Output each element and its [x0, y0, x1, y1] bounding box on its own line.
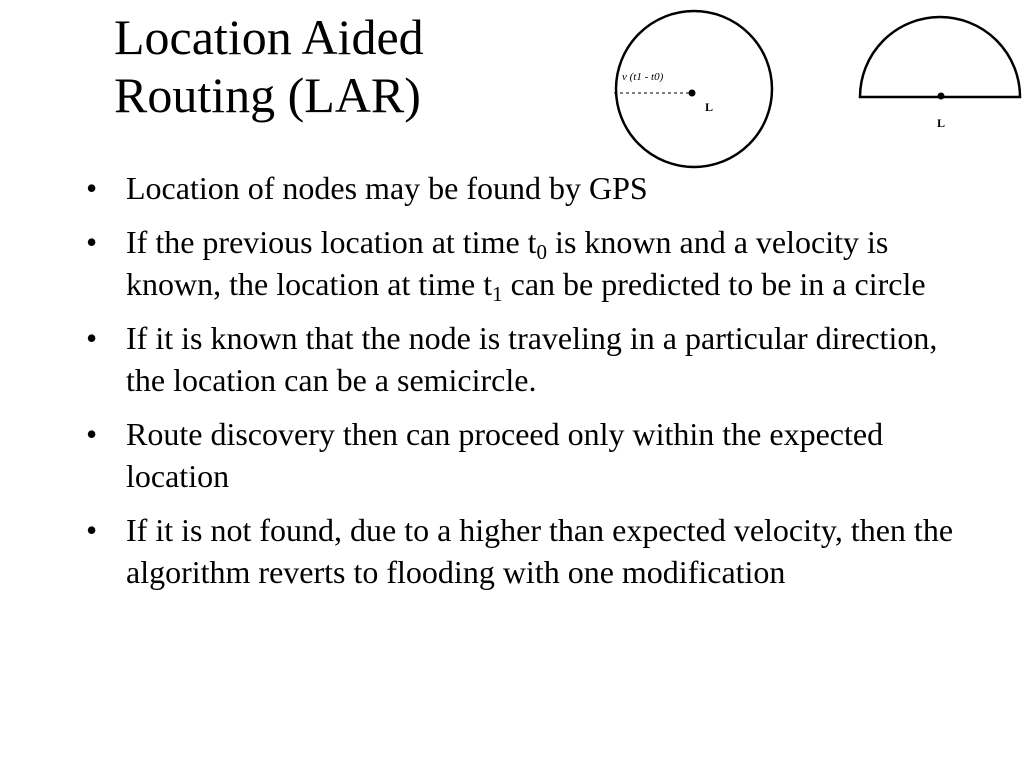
bullet-item	[86, 413, 966, 497]
bullet-marker: •	[86, 416, 98, 452]
subscript-1: 1	[492, 282, 503, 306]
title-line-1: Location Aided	[114, 9, 424, 65]
bullet-marker: •	[86, 320, 98, 356]
circle-diagram	[604, 0, 780, 176]
bullet-marker: •	[86, 512, 98, 548]
subscript-0: 0	[536, 240, 548, 264]
bullet-marker: •	[86, 170, 98, 206]
location-label: L	[937, 116, 946, 130]
bullet-list	[86, 167, 966, 605]
bullet-text: If it is not found, due to a higher than expected velocity, then the algorithm reverts to flooding with one modification	[126, 512, 954, 590]
bullet-item	[86, 221, 966, 305]
bullet-text: Route discovery then can proceed only within the expected location	[126, 416, 884, 494]
bullet-item	[86, 167, 966, 209]
bullet-marker: •	[86, 224, 98, 260]
title-line-2: Routing (LAR)	[114, 67, 421, 123]
location-point	[689, 90, 696, 97]
bullet-item	[86, 317, 966, 401]
location-label: L	[705, 100, 714, 114]
semicircle-diagram	[852, 0, 1024, 136]
bullet-text: If it is known that the node is traveling in a particular direction, the location can be a semicircle.	[126, 320, 938, 398]
location-point	[938, 93, 945, 100]
slide-title	[114, 8, 424, 124]
prediction-semicircle	[860, 17, 1020, 97]
bullet-text: If the previous location at time $t_0$ is known and a velocity is known, the location at time $t_1$ can be predicted to be in a circle	[126, 224, 926, 306]
radius-label: v (t1 - t0)	[622, 71, 664, 83]
prediction-circle	[616, 11, 772, 167]
bullet-item	[86, 509, 966, 593]
bullet-text: Location of nodes may be found by GPS	[126, 170, 648, 206]
